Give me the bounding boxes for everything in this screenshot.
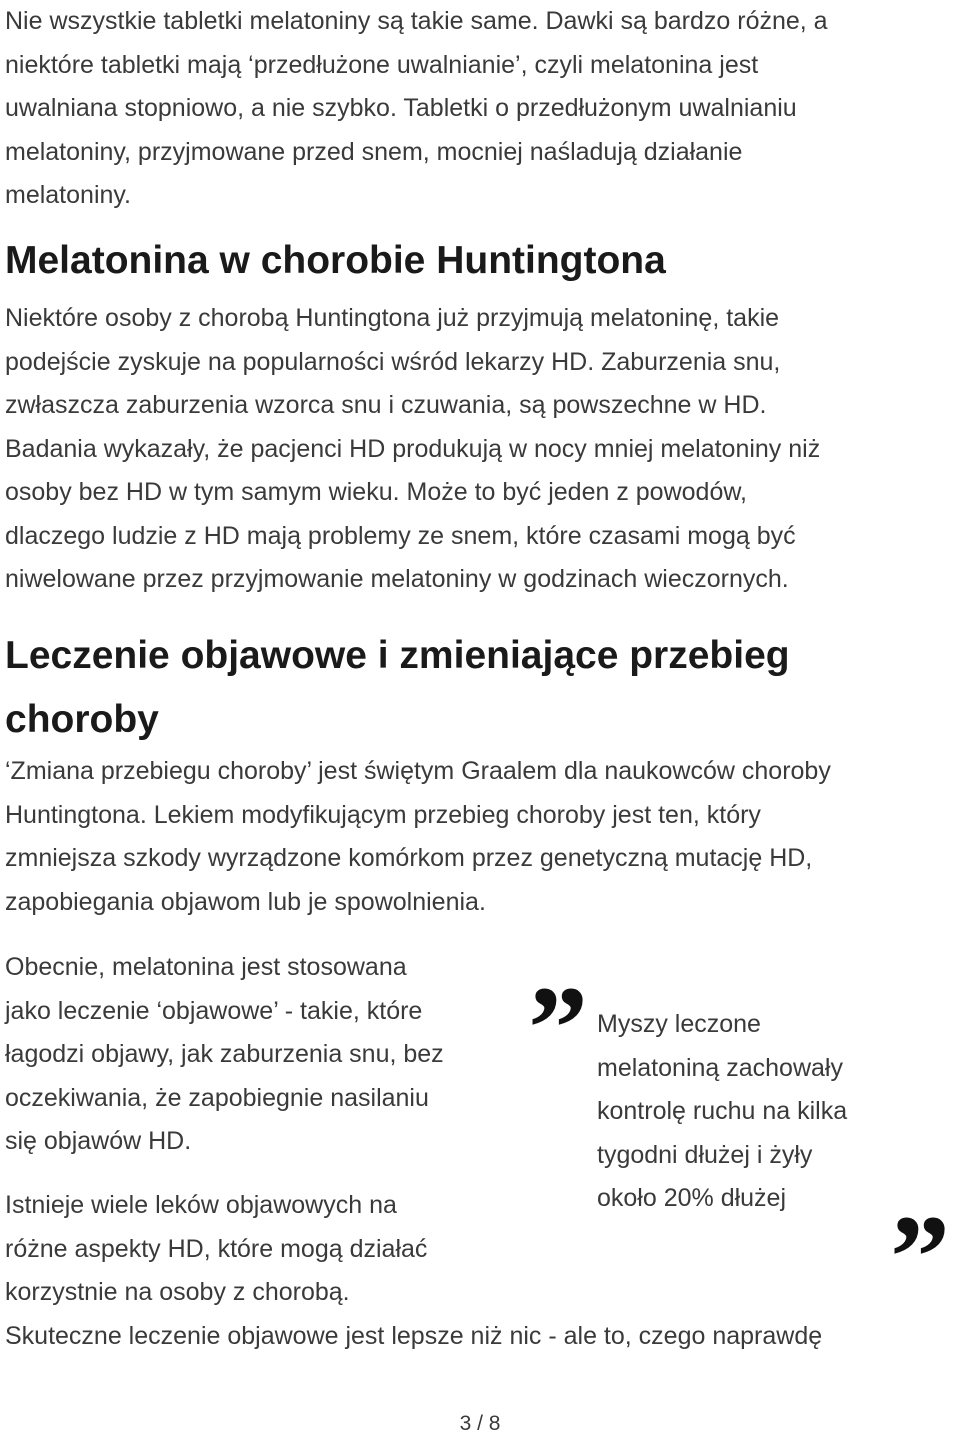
section1-line: osoby bez HD w tym samym wieku. Może to być jeden z powodów, <box>5 478 747 506</box>
section2-line: różne aspekty HD, które mogą działać <box>5 1234 428 1263</box>
section-heading-melatonin-hd: Melatonina w chorobie Huntingtona <box>5 239 666 282</box>
intro-line: melatoniny, przyjmowane przed snem, mocniej naśladują działanie <box>5 137 743 166</box>
section2-line: zapobiegania objawom lub je spowolnienia. <box>5 887 486 916</box>
section2-paragraph-current-use <box>5 946 444 1164</box>
section1-line: dlaczego ludzie z HD mają problemy ze snem, które czasami mogą być <box>5 521 796 550</box>
section1-line: niwelowane przez przyjmowanie melatoniny w godzinach wieczornych. <box>5 565 789 593</box>
section1-line: Niektóre osoby z chorobą Huntingtona już przyjmują melatoninę, takie <box>5 304 780 332</box>
section1-line: zwłaszcza zaburzenia wzorca snu i czuwania, są powszechne w HD. <box>5 391 767 419</box>
pull-quote-line: melatoniną zachowały <box>597 1053 843 1082</box>
intro-line: niektóre tabletki mają ‘przedłużone uwalnianie’, czyli melatonina jest <box>5 50 759 79</box>
intro-paragraph <box>5 0 828 218</box>
section1-line: podejście zyskuje na popularności wśród lekarzy HD. Zaburzenia snu, <box>5 347 781 376</box>
section2-paragraph-symptomatic <box>5 1184 427 1315</box>
section2-line: korzystnie na osoby z chorobą. <box>5 1278 350 1306</box>
pull-quote-line: tygodni dłużej i żyły <box>597 1140 813 1169</box>
pull-quote-line: około 20% dłużej <box>597 1184 787 1212</box>
pull-quote <box>597 1003 847 1221</box>
section2-line: Skuteczne leczenie objawowe jest lepsze niż nic - ale to, czego naprawdę <box>5 1322 823 1350</box>
section2-paragraph <box>5 750 831 924</box>
section2-line: Huntingtona. Lekiem modyfikującym przebieg choroby jest ten, który <box>5 800 761 829</box>
pull-quote-line: kontrolę ruchu na kilka <box>597 1097 848 1125</box>
section2-line: oczekiwania, że zapobiegnie nasilaniu <box>5 1083 429 1112</box>
section2-line: jako leczenie ‘objawowe’ - takie, które <box>5 996 423 1025</box>
close-quote-mark-icon: ” <box>890 1190 936 1323</box>
pull-quote-line: Myszy leczone <box>597 1010 761 1038</box>
intro-line: uwalniana stopniowo, a nie szybko. Tabletki o przedłużonym uwalnianiu <box>5 94 797 122</box>
heading-line: Leczenie objawowe i zmieniające przebieg <box>5 634 790 677</box>
section2-line: Obecnie, melatonina jest stosowana <box>5 953 407 981</box>
page-number: 3 / 8 <box>459 1412 501 1435</box>
section1-paragraph <box>5 297 820 602</box>
open-quote-mark-icon: ” <box>528 961 574 1094</box>
section2-line: się objawów HD. <box>5 1127 192 1155</box>
intro-line: melatoniny. <box>5 181 131 209</box>
section2-paragraph-effective <box>5 1315 822 1359</box>
section-heading-treatment <box>5 624 790 752</box>
section2-line: zmniejsza szkody wyrządzone komórkom przez genetyczną mutację HD, <box>5 844 813 872</box>
heading-line: choroby <box>5 698 159 741</box>
intro-line: Nie wszystkie tabletki melatoniny są takie same. Dawki są bardzo różne, a <box>5 7 828 35</box>
section2-line: ‘Zmiana przebiegu choroby’ jest świętym Graalem dla naukowców choroby <box>5 757 831 785</box>
section2-line: Istnieje wiele leków objawowych na <box>5 1191 397 1219</box>
section2-line: łagodzi objawy, jak zaburzenia snu, bez <box>5 1040 444 1068</box>
section1-line: Badania wykazały, że pacjenci HD produkują w nocy mniej melatoniny niż <box>5 434 821 463</box>
